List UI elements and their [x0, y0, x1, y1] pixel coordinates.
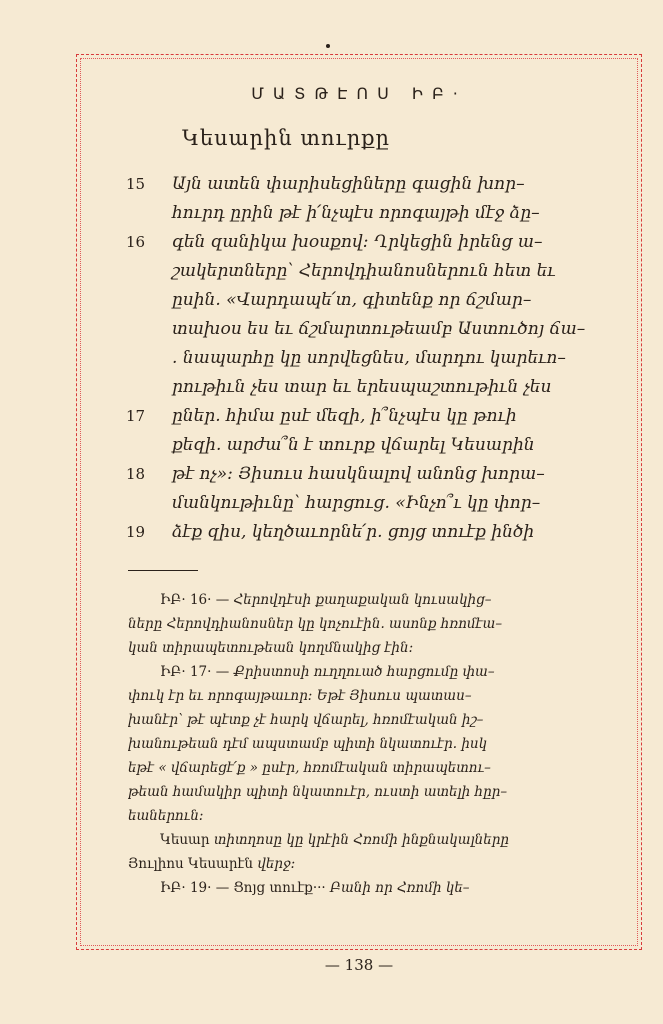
verse-line-text: գեն զանիկա խօսքով։ Ղրկեցին իրենց ա– — [172, 232, 543, 252]
footnote-text: խանութեան դէմ ապստամբ պիտի նկատուէր. իսկ — [128, 736, 488, 752]
footnote-lead: ԻԲ· 19· — Ցոյց տուէք··· — [160, 880, 330, 896]
verse-number: 18 — [126, 465, 146, 483]
verse-line-text: ըներ. հիմա ըսէ մեզի, ի՞նչպէս կը թուի — [172, 406, 517, 426]
footnote-line — [128, 804, 598, 828]
verse-line — [128, 228, 598, 257]
verse-line — [128, 199, 598, 228]
footnote-text: վերջ։ — [257, 856, 296, 872]
footnotes — [128, 588, 598, 900]
verse-line-text: մանկութիւնը՝ հարցուց. «Ինչո՞ւ կը փոր– — [172, 493, 541, 513]
verse-line-text: ձէք զիս, կեղծաւորնե՛ր. ցոյց տուէք ինծի — [172, 522, 535, 542]
verse-number: 15 — [126, 175, 146, 193]
verse-line — [128, 460, 598, 489]
verse-line-text: շակերտները՝ Հերովդիանոսներուն հետ եւ — [172, 261, 556, 281]
verse-line — [128, 257, 598, 286]
footnote-line — [128, 636, 598, 660]
chapter-title: Կեսարին տուրքը — [182, 126, 390, 150]
verse-number: 19 — [126, 523, 146, 541]
verse-line — [128, 518, 598, 547]
footnote-text: Հերովդէսի քաղաքական կուսակից– — [233, 592, 492, 608]
verse-line — [128, 315, 598, 344]
footnote-line — [128, 660, 598, 684]
footnote-text: ները Հերովդիանոսներ կը կոչուէին. ասոնք հռոմէա– — [128, 616, 503, 632]
verse-text — [128, 170, 598, 547]
footnote-text: խանէր՝ թէ պէտք չէ հարկ վճարել, հռոմէական իշ– — [128, 712, 484, 728]
verse-line-text: թէ ոչ»։ Յիսուս հասկնալով անոնց խորա– — [172, 464, 545, 484]
verse-line-text: տախօս ես եւ ճշմարտութեամբ Աստուծոյ ճա– — [172, 319, 586, 339]
page-number: — 138 — — [324, 956, 394, 974]
footnote-line — [128, 732, 598, 756]
verse-line — [128, 431, 598, 460]
verse-line — [128, 373, 598, 402]
verse-line — [128, 344, 598, 373]
footnote-text: եաներուն։ — [128, 808, 204, 824]
verse-line — [128, 489, 598, 518]
footnote-line — [128, 612, 598, 636]
verse-line-text: . նապարհը կը սորվեցնես, մարդու կարեւո– — [172, 348, 566, 368]
footnote-text: եթէ « վճարեցէ՛ք » ըսէր, հռոմէական տիրապետու– — [128, 760, 491, 776]
printer-mark — [326, 44, 330, 48]
footnote-text: կան տիրապետութեան կողմնակից էին։ — [128, 640, 414, 656]
verse-line-text: քեզի. արժա՞ն է տուրք վճարել Կեսարին — [172, 435, 535, 455]
footnote-rule — [128, 570, 198, 571]
footnote-lead: Կեսար — [160, 832, 214, 848]
footnote-lead: ԻԲ· 17· — — [160, 664, 234, 680]
footnote-text: թեան համակիր պիտի նկատուէր, ուստի ատելի հըր– — [128, 784, 508, 800]
verse-line-text: րութիւն չես տար եւ երեսպաշտութիւն չես — [172, 377, 552, 397]
footnote-text: Քրիստոսի ուղղուած հարցումը փա– — [233, 664, 495, 680]
footnote-line — [128, 828, 598, 852]
footnote-line — [128, 852, 598, 876]
footnote-line — [128, 684, 598, 708]
verse-line — [128, 402, 598, 431]
footnote-line — [128, 708, 598, 732]
verse-line-text: ըսին. «Վարդապե՛տ, գիտենք որ ճշմար– — [172, 290, 532, 310]
footnote-line — [128, 756, 598, 780]
footnote-text: տիտղոսը կը կրէին Հռոմի ինքնակալները — [213, 832, 510, 848]
verse-line-text: հուրդ ըրին թէ ի՛նչպէս որոգայթի մէջ ձը– — [172, 203, 540, 223]
footnote-lead: ԻԲ· 16· — — [160, 592, 234, 608]
footnote-text: փուկ էր եւ որոգայթաւոր։ Եթէ Յիսուս պատաս– — [128, 688, 472, 704]
running-head: ՄԱՏԹԷՈՍ ԻԲ· — [251, 84, 467, 103]
footnote-line — [128, 876, 598, 900]
footnote-text: Բանի որ Հռոմի կե– — [330, 880, 470, 896]
footnote-line — [128, 588, 598, 612]
verse-line — [128, 170, 598, 199]
verse-number: 17 — [126, 407, 146, 425]
footnote-line — [128, 780, 598, 804]
verse-line-text: Այն ատեն փարիսեցիները գացին խոր– — [172, 174, 525, 194]
footnote-lead: Յուլիոս Կեսարէն — [128, 856, 258, 872]
verse-number: 16 — [126, 233, 146, 251]
verse-line — [128, 286, 598, 315]
